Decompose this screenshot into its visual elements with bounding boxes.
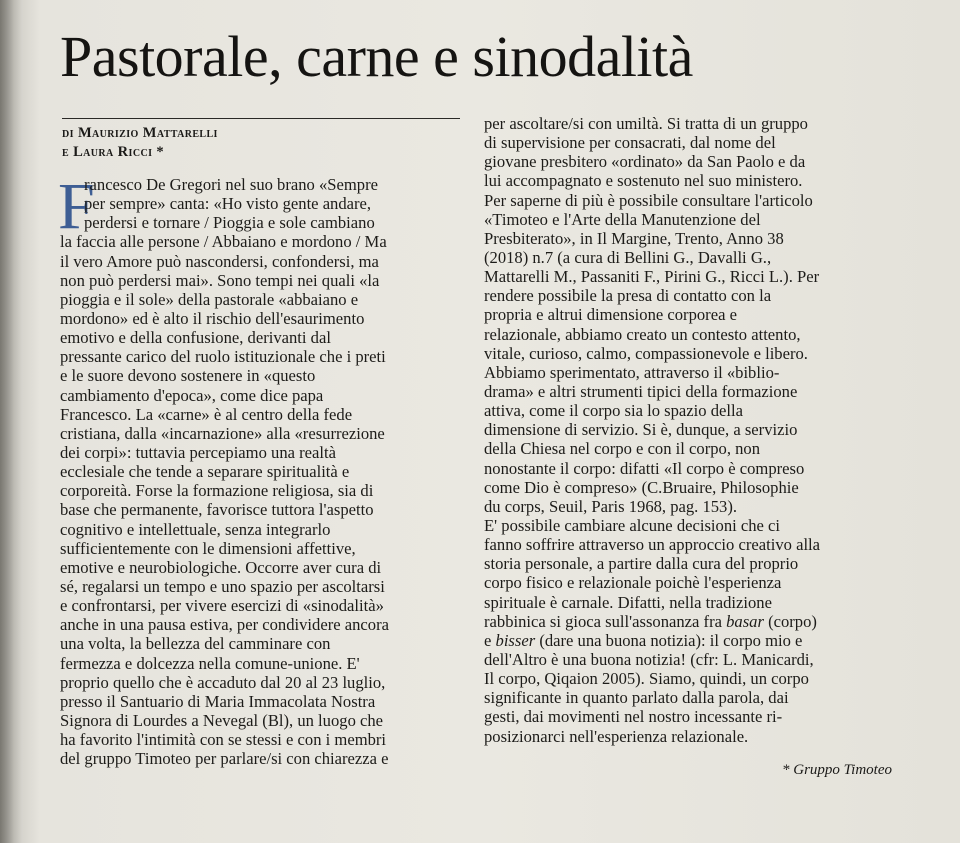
text-line: fanno soffrire attraverso un approccio creativo alla (484, 535, 821, 555)
text-line: sufficientemente con le dimensioni affettive, (60, 538, 356, 558)
text-line: E' possibile cambiare alcune decisioni che ci (484, 515, 781, 535)
text-line: dei corpi»: tuttavia percepiamo una realtà (60, 442, 336, 462)
paper-fold-shadow (0, 0, 22, 843)
text-line: sé, regalarsi un tempo e uno spazio per ascoltarsi (60, 576, 385, 596)
text-line: corporeità. Forse la formazione religiosa, sia di (60, 481, 374, 501)
article-headline: Pastorale, carne e sinodalità (60, 24, 693, 89)
text-line: cristiana, dalla «incarnazione» alla «resurrezione (60, 423, 385, 443)
text-line: Mattarelli M., Passaniti F., Pirini G., Ricci L.). Per (484, 267, 820, 287)
text-line: Per saperne di più è possibile consultare l'articolo (484, 190, 813, 210)
text-line: nonostante il corpo: difatti «Il corpo è compreso (484, 458, 805, 478)
byline-author-2: e Laura Ricci * (62, 144, 165, 160)
text-line: anche in una pausa estiva, per condividere ancora (60, 615, 389, 635)
byline-divider (62, 118, 460, 119)
text-line: Presbiterato», in Il Margine, Trento, Anno 38 (484, 228, 784, 248)
text-line: una volta, la bellezza del camminare con (60, 634, 331, 654)
text-line: e bisser (dare una buona notizia): il corpo mio e (484, 630, 803, 650)
text-line: di supervisione per consacrati, dal nome del (484, 133, 776, 153)
text-line: vitale, curioso, calmo, compassionevole e libero. (484, 343, 808, 363)
text-line: la faccia alle persone / Abbaiano e mordono / Ma (60, 232, 387, 252)
text-line: (2018) n.7 (a cura di Bellini G., Davalli G., (484, 247, 772, 267)
text-line: significante in quanto parlato dalla parola, dai (484, 688, 789, 708)
text-line: posizionarci nell'esperienza relazionale. (484, 726, 749, 746)
text-line: non può perdersi mai». Sono tempi nei quali «la (60, 270, 380, 290)
text-line: storia personale, a partire dalla cura del proprio (484, 554, 799, 574)
text-line: emotivo e della confusione, derivanti dal (60, 328, 331, 348)
text-line: pioggia e il sole» della pastorale «abbaiano e (60, 289, 359, 309)
article-signature: * Gruppo Timoteo (782, 762, 893, 778)
text-line: dell'Altro è una buona notizia! (cfr: L. Manicardi, (484, 649, 814, 669)
text-line: «Timoteo e l'Arte della Manutenzione del (484, 209, 761, 229)
text-line: pressante carico del ruolo istituzionale che i preti (60, 347, 386, 367)
text-line: spirituale è carnale. Difatti, nella tradizione (484, 592, 772, 612)
text-line: Abbiamo sperimentato, attraverso il «biblio- (484, 362, 780, 382)
text-line: propria e altrui dimensione corporea e (484, 305, 737, 325)
text-line: gesti, dai movimenti nel nostro incessante ri- (484, 707, 783, 727)
text-line: per sempre» canta: «Ho visto gente andare, (84, 194, 372, 214)
article-column-1 (58, 170, 472, 769)
byline-author-1: di Maurizio Mattarelli (62, 125, 218, 141)
byline (62, 124, 462, 162)
text-line: corpo fisico e relazionale poichè l'esperienza (484, 573, 782, 593)
drop-cap: F (58, 170, 95, 243)
text-line: del gruppo Timoteo per parlare/si con chiarezza e (60, 749, 389, 769)
text-line: proprio quello che è accaduto dal 20 al 23 luglio, (60, 672, 386, 692)
text-line: e le suore devono sostenere in «questo (60, 366, 316, 386)
text-line: drama» e altri strumenti tipici della formazione (484, 381, 798, 401)
text-line: il vero Amore può nascondersi, confondersi, ma (60, 251, 379, 271)
text-line: cognitivo e intellettuale, senza integrarlo (60, 519, 331, 539)
text-line: perdersi e tornare / Pioggia e sole cambiano (84, 213, 375, 233)
text-line: lui accompagnato e sostenuto nel suo ministero. (484, 171, 803, 191)
text-line: emotive e neurobiologiche. Occorre aver cura di (60, 557, 382, 577)
text-line: attiva, come il corpo sia lo spazio della (484, 401, 743, 421)
text-line: rancesco De Gregori nel suo brano «Sempre (84, 175, 378, 194)
text-line: base che permanente, favorisce tuttora l'aspetto (60, 500, 374, 520)
text-line: Il corpo, Qiqaion 2005). Siamo, quindi, un corpo (484, 669, 809, 689)
text-line: Francesco. La «carne» è al centro della fede (60, 404, 353, 424)
text-line: ha favorito l'intimità con se stessi e con i membri (60, 730, 387, 750)
text-line: della Chiesa nel corpo e con il corpo, non (484, 439, 761, 459)
text-line: rendere possibile la presa di contatto con la (484, 286, 772, 306)
text-line: mordono» ed è alto il rischio dell'esaurimento (60, 308, 365, 328)
text-line: relazionale, abbiamo creato un contesto attento, (484, 324, 801, 344)
text-line: rabbinica si gioca sull'assonanza fra basar (corpo) (484, 611, 817, 631)
text-line: Signora di Lourdes a Nevegal (Bl), un luogo che (60, 710, 384, 730)
text-line: du corps, Seuil, Paris 1968, pag. 153). (484, 496, 738, 516)
text-line: e confrontarsi, per vivere esercizi di «sinodalità» (60, 596, 384, 616)
text-line: per ascoltare/si con umiltà. Si tratta di un gruppo (484, 114, 808, 133)
text-line: ecclesiale che tende a separare spiritualità e (60, 462, 350, 482)
text-line: come Dio è compreso» (C.Bruaire, Philosophie (484, 477, 799, 497)
text-line: presso il Santuario di Maria Immacolata Nostra (60, 691, 376, 711)
text-line: cambiamento d'epoca», come dice papa (60, 385, 324, 405)
text-line: dimensione di servizio. Si è, dunque, a servizio (484, 420, 798, 440)
text-line: fermezza e dolcezza nella comune-unione. E' (60, 653, 360, 673)
article-column-2 (484, 114, 924, 746)
text-line: giovane presbitero «ordinato» da San Paolo e da (484, 152, 806, 172)
